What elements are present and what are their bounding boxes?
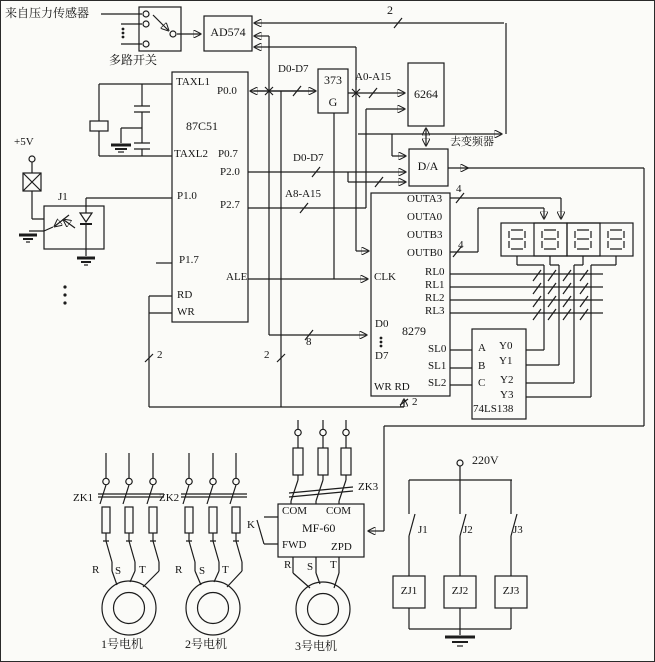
contactor-zk3 (289, 420, 353, 504)
label-m1-r: R (92, 564, 100, 576)
label-m3-t: T (330, 559, 337, 571)
label-decoder-74ls138: 74LS138 (473, 403, 514, 415)
label-bus-d0d7-mid: D0-D7 (293, 152, 324, 164)
label-m3-r: R (284, 559, 292, 571)
label-pin-y3: Y3 (500, 389, 514, 401)
label-latch-373: 373 (324, 73, 342, 87)
motor-1 (102, 581, 156, 635)
motor-3 (296, 582, 350, 636)
label-pin-y2: Y2 (500, 374, 514, 386)
label-buswidth-8: 8 (306, 336, 312, 348)
motor-2 (186, 581, 240, 635)
label-relay-sw-j3: J3 (513, 524, 523, 536)
label-pin-d0: D0 (375, 318, 389, 330)
label-pin-sl2: SL2 (428, 377, 447, 389)
label-m2-t: T (222, 564, 229, 576)
label-buswidth-2-left: 2 (157, 349, 163, 361)
label-pin-rl2: RL2 (425, 292, 445, 304)
label-switch-k: K (247, 519, 255, 531)
label-pin-outb0: OUTB0 (407, 247, 443, 259)
label-m1-s: S (115, 565, 122, 577)
label-pin-p07: P0.7 (218, 148, 238, 160)
label-pin-y0: Y0 (499, 340, 513, 352)
label-relay-zj1: ZJ1 (400, 585, 418, 597)
label-motor1: 1号电机 (101, 637, 144, 651)
label-buswidth-4a: 4 (456, 183, 462, 195)
label-pin-p10: P1.0 (177, 190, 197, 202)
label-buswidth-4b: 4 (458, 239, 464, 251)
indicator-lamp (23, 156, 44, 219)
label-pin-rl3: RL3 (425, 305, 445, 317)
optocoupler-box (19, 198, 172, 265)
label-motor2: 2号电机 (185, 637, 228, 651)
label-mf60-fwd: FWD (282, 539, 307, 551)
label-bus-d0d7-top: D0-D7 (278, 63, 309, 75)
label-pin-wr: WR (177, 306, 195, 318)
label-pin-wrrd: WR RD (374, 381, 410, 393)
label-pin-rl0: RL0 (425, 266, 445, 278)
label-latch-g: G (328, 95, 338, 109)
label-bus-a8a15: A8-A15 (285, 188, 322, 200)
label-pin-outa3: OUTA3 (407, 193, 443, 205)
label-buswidth-2-top: 2 (387, 3, 393, 17)
label-motor3: 3号电机 (295, 639, 338, 653)
label-m3-s: S (307, 561, 314, 573)
label-zk2: ZK2 (159, 492, 180, 504)
label-relay-zj3: ZJ3 (502, 585, 520, 597)
label-kdc-8279: 8279 (402, 324, 426, 338)
label-pin-p17: P1.7 (179, 254, 199, 266)
label-from-pressure-sensor: 来自压力传感器 (5, 6, 90, 20)
label-pin-d7: D7 (375, 350, 389, 362)
crystal-oscillator (90, 84, 172, 156)
label-mf60-com-left: COM (282, 505, 308, 517)
label-relay-zj2: ZJ2 (451, 585, 469, 597)
label-pin-outa0: OUTA0 (407, 211, 443, 223)
label-pin-clk: CLK (374, 271, 396, 283)
label-bus-a0a15: A0-A15 (355, 71, 392, 83)
label-pin-rl1: RL1 (425, 279, 445, 291)
label-pin-b: B (478, 360, 486, 372)
label-buswidth-2-mid: 2 (264, 349, 270, 361)
label-dac: D/A (417, 159, 439, 173)
label-ad574: AD574 (210, 25, 246, 39)
label-pin-a: A (478, 342, 486, 354)
label-supply-220v: 220V (472, 453, 499, 467)
label-opto-j1: J1 (58, 191, 68, 203)
label-pin-outb3: OUTB3 (407, 229, 443, 241)
label-mcu-87c51: 87C51 (186, 119, 219, 133)
label-pin-c: C (478, 377, 486, 389)
label-m2-s: S (199, 565, 206, 577)
label-mf60-com-right: COM (326, 505, 352, 517)
label-pin-sl0: SL0 (428, 343, 447, 355)
label-to-inverter: 去变频器 (450, 136, 494, 148)
label-pin-sl1: SL1 (428, 360, 447, 372)
label-pin-p27: P2.7 (220, 199, 240, 211)
label-plus5v: +5V (14, 136, 34, 148)
label-pin-rd: RD (177, 289, 193, 301)
label-multiplexer: 多路开关 (109, 53, 158, 67)
label-pin-ale: ALE (226, 271, 248, 283)
label-pin-p00: P0.0 (217, 85, 237, 97)
label-mf60-zpd: ZPD (331, 541, 352, 553)
more-channels-dots (63, 285, 66, 304)
label-pin-p20: P2.0 (220, 166, 240, 178)
label-pin-y1: Y1 (499, 355, 513, 367)
label-zk3: ZK3 (358, 481, 379, 493)
label-relay-sw-j2: J2 (463, 524, 473, 536)
multiplexer-box (101, 7, 200, 51)
label-pin-taxl1: TAXL1 (176, 76, 210, 88)
wires (149, 23, 644, 531)
label-m1-t: T (139, 564, 146, 576)
label-pin-taxl2: TAXL2 (174, 148, 208, 160)
label-ram-6264: 6264 (414, 87, 438, 101)
label-buswidth-2-8279: 2 (412, 396, 418, 408)
seven-segment-display (501, 223, 633, 256)
label-m2-r: R (175, 564, 183, 576)
label-mf60: MF-60 (302, 521, 336, 535)
label-relay-sw-j1: J1 (418, 524, 428, 536)
relay-circuit-220v (393, 460, 527, 646)
label-zk1: ZK1 (73, 492, 94, 504)
